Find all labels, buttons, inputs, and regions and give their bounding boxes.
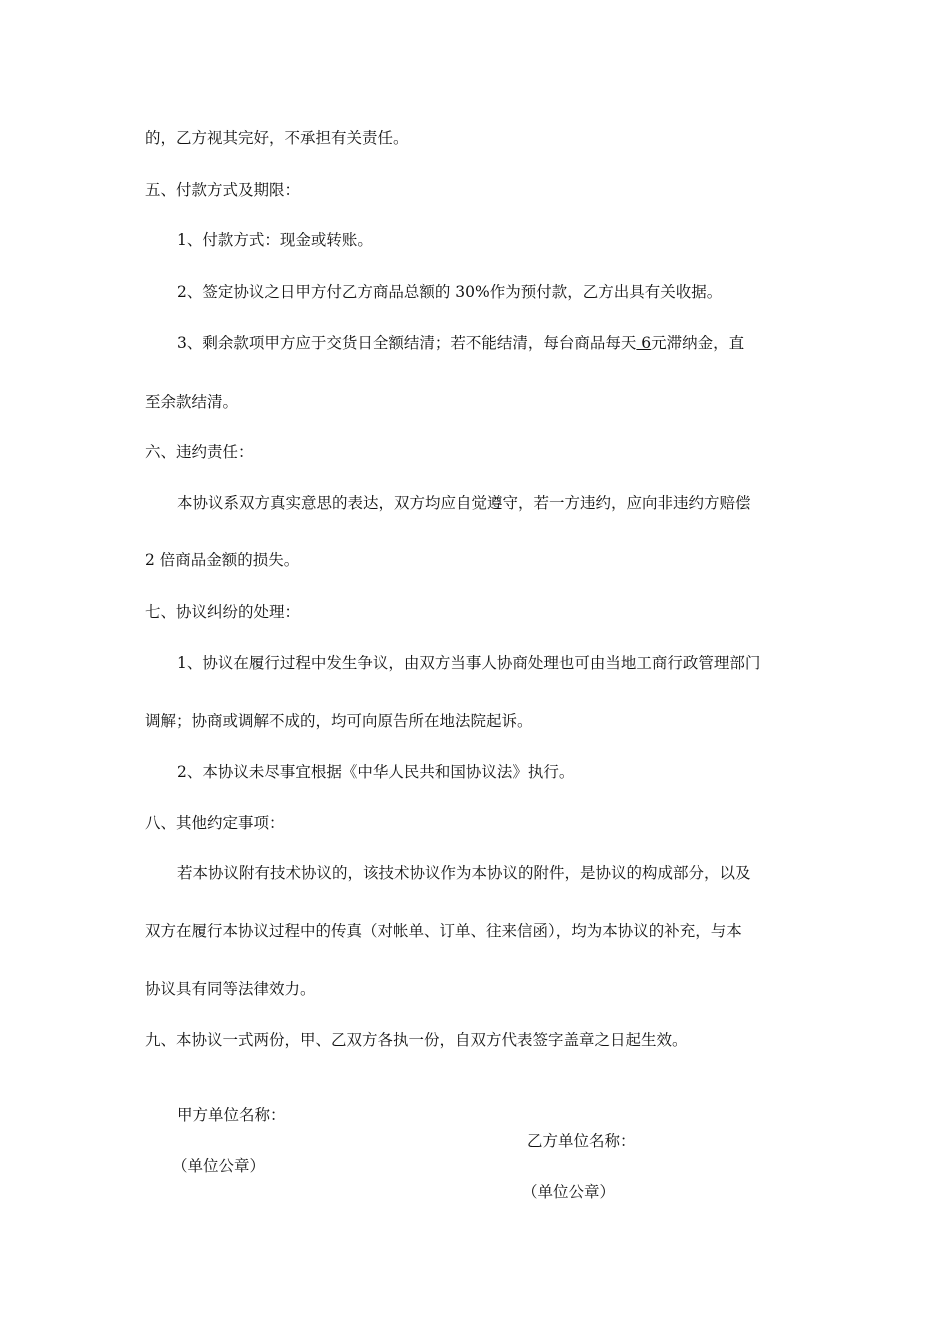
section-7-item-2: 2、本协议未尽事宜根据《中华人民共和国协议法》执行。 (177, 763, 575, 781)
section-5-item-3-continued: 至余款结清。 (145, 393, 239, 411)
party-a-seal: （单位公章） (172, 1157, 266, 1175)
section-5-item-2: 2、签定协议之日甲方付乙方商品总额的 30%作为预付款，乙方出具有关收据。 (177, 283, 723, 301)
section-8-title: 八、其他约定事项： (145, 814, 285, 832)
section-8-body-line-3: 协议具有同等法律效力。 (145, 980, 316, 998)
section-5-item-1: 1、付款方式：现金或转账。 (177, 231, 373, 249)
section-6-title: 六、违约责任： (145, 443, 254, 461)
late-fee-amount: 6 (636, 334, 652, 352)
section-7-title: 七、协议纠纷的处理： (145, 603, 301, 621)
section-5-item-3 (177, 333, 744, 353)
section-6-body-line-2: 2 倍商品金额的损失。 (145, 551, 300, 569)
section-9: 九、本协议一式两份，甲、乙双方各执一份，自双方代表签字盖章之日起生效。 (145, 1031, 688, 1049)
party-a-name-label: 甲方单位名称： (177, 1106, 286, 1124)
section-8-body-line-2: 双方在履行本协议过程中的传真（对帐单、订单、往来信函），均为本协议的补充，与本 (145, 922, 742, 940)
section-5-title: 五、付款方式及期限： (145, 181, 301, 199)
paragraph-line: 的，乙方视其完好，不承担有关责任。 (145, 129, 409, 147)
party-b-name-label: 乙方单位名称： (527, 1132, 636, 1150)
section-8-body-line-1: 若本协议附有技术协议的，该技术协议作为本协议的附件，是协议的构成部分，以及 (177, 864, 751, 882)
section-7-item-1-line-2: 调解；协商或调解不成的，均可向原告所在地法院起诉。 (145, 712, 533, 730)
party-b-seal: （单位公章） (522, 1183, 616, 1201)
section-6-body-line-1: 本协议系双方真实意思的表达，双方均应自觉遵守，若一方违约，应向非违约方赔偿 (177, 494, 751, 512)
section-7-item-1-line-1: 1、协议在履行过程中发生争议，由双方当事人协商处理也可由当地工商行政管理部门 (177, 654, 761, 672)
section-5-item-3-text: 3、剩余款项甲方应于交货日全额结清；若不能结清，每台商品每天 (177, 334, 637, 352)
section-5-item-3-text-end: 元滞纳金，直 (651, 334, 745, 352)
